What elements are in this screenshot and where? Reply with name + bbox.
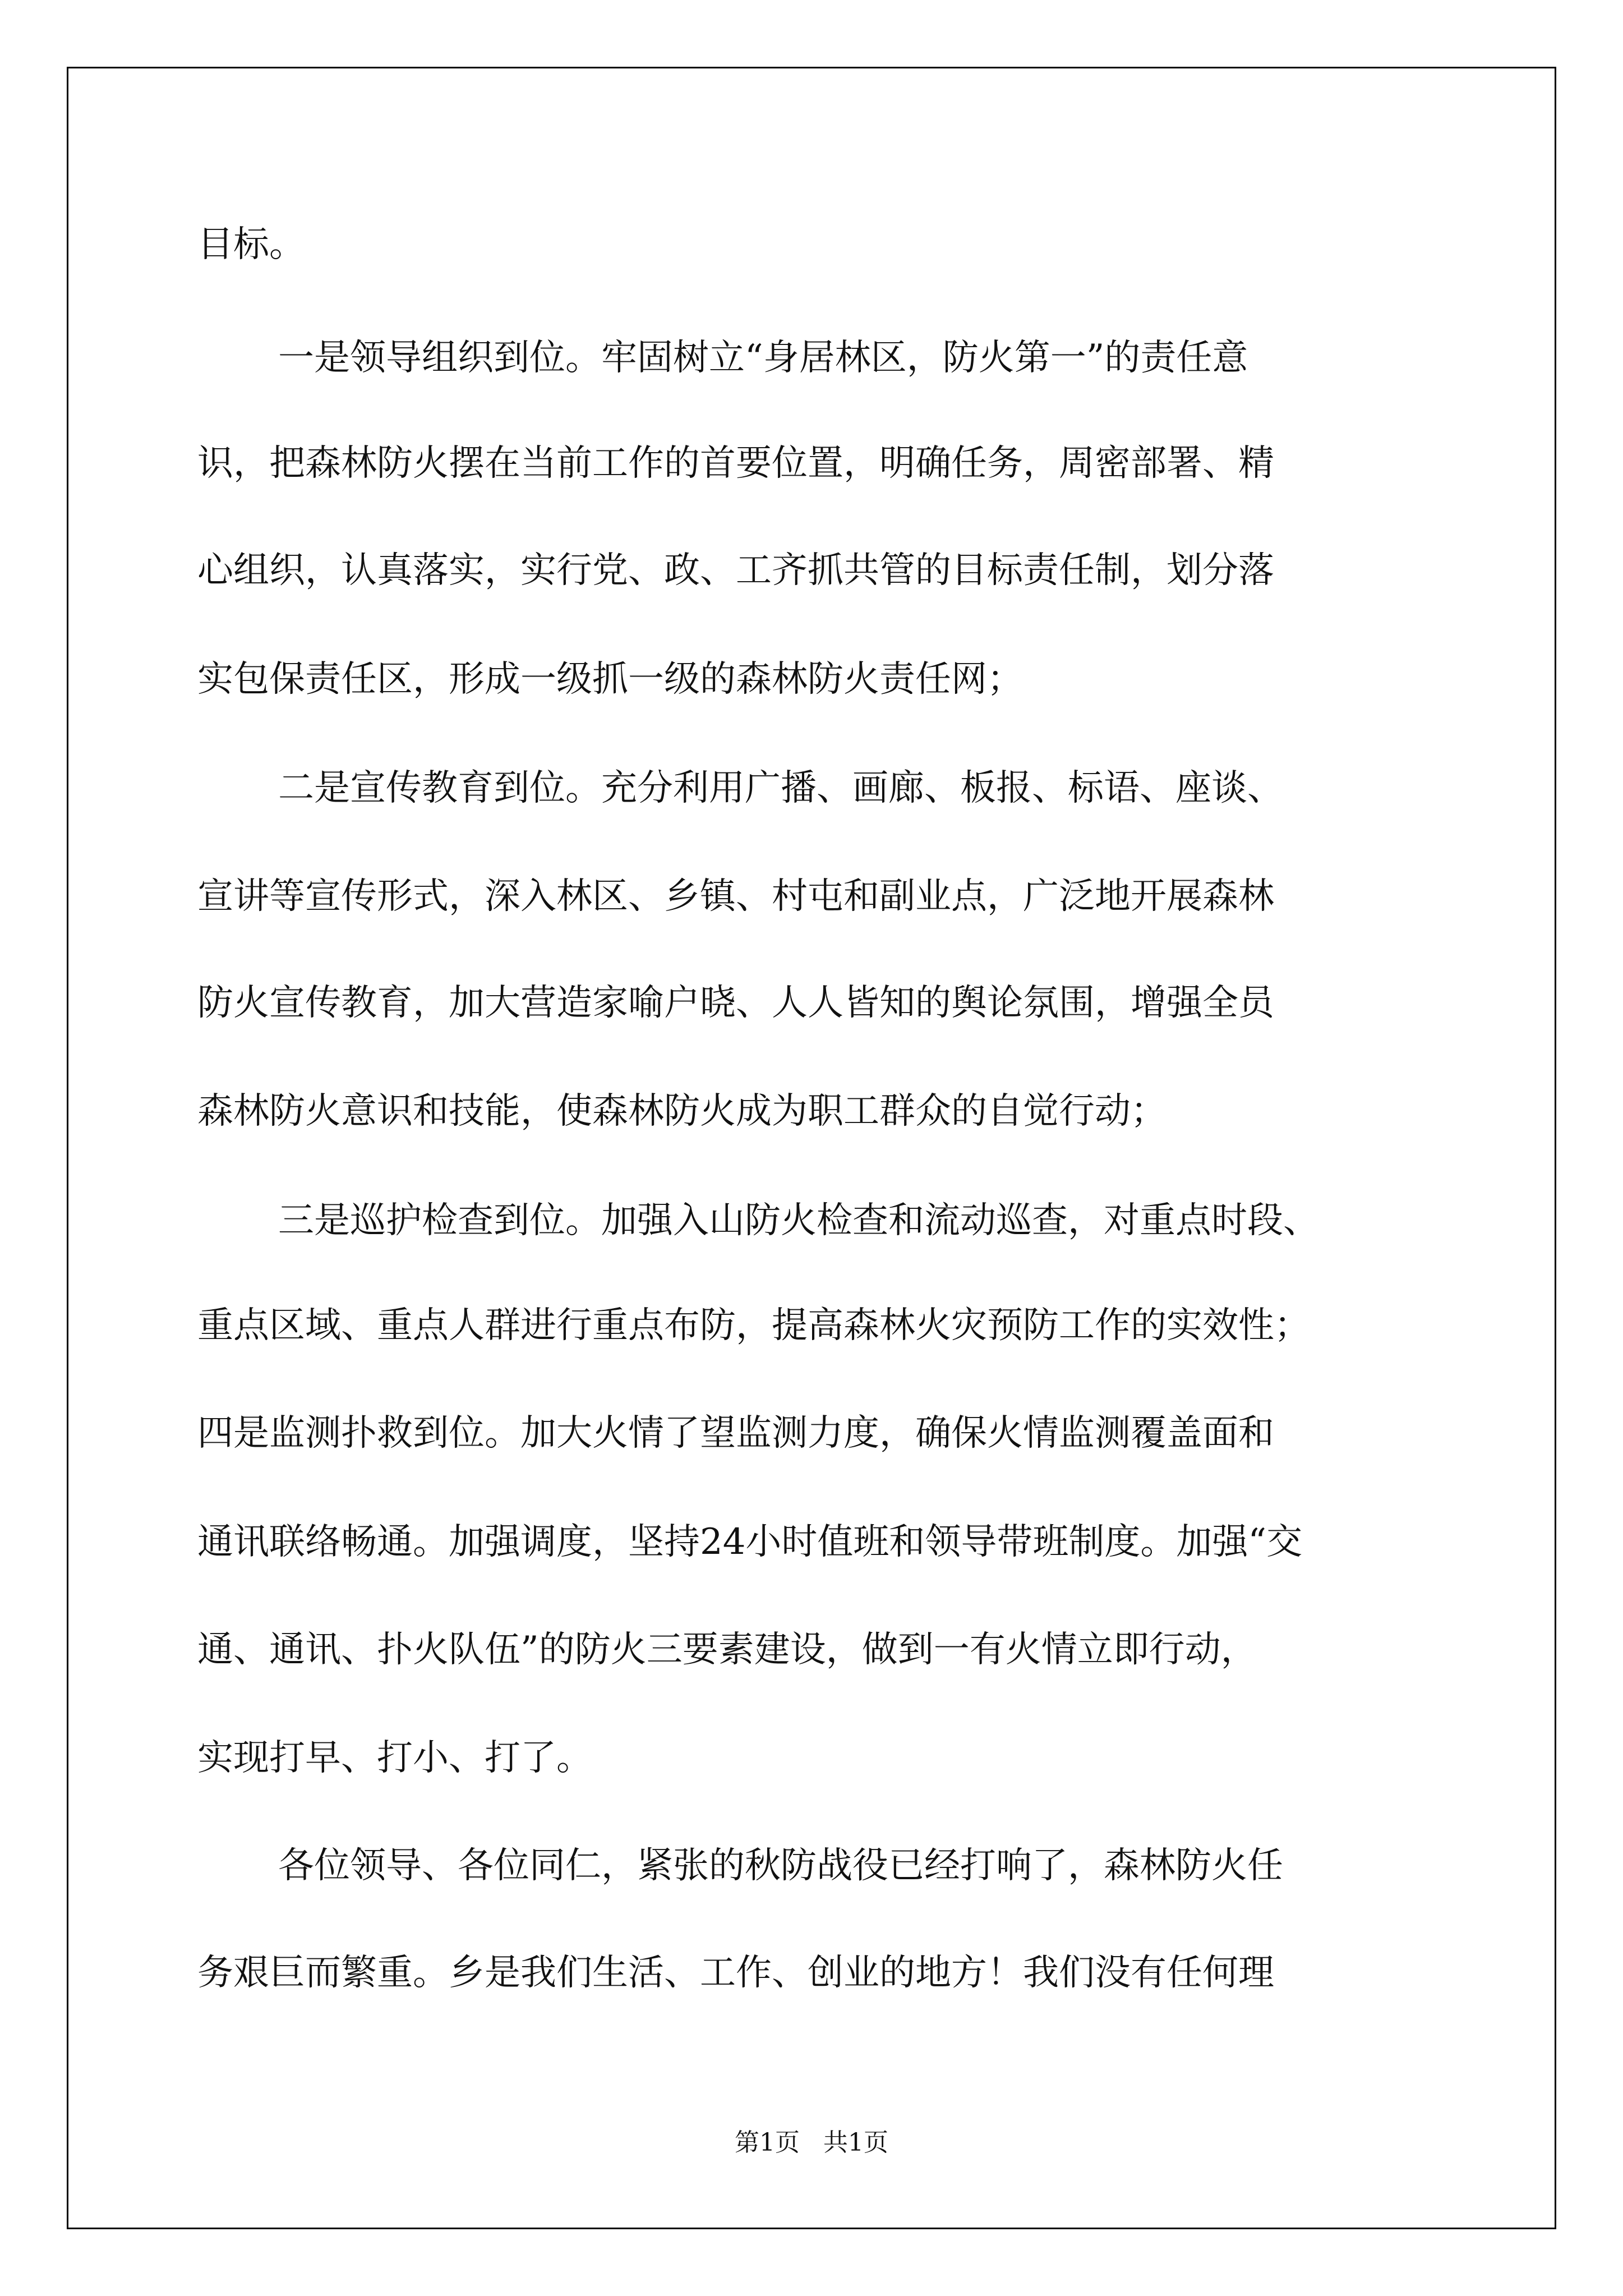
- paragraph-line: 三是巡护检查到位。加强入山防火检查和流动巡查，对重点时段、: [278, 1200, 1319, 1241]
- text-line: 实包保责任区，形成一级抓一级的森林防火责任网；: [197, 659, 1023, 700]
- text-line: 心组织，认真落实，实行党、政、工齐抓共管的目标责任制，划分落: [197, 550, 1274, 591]
- paragraph-line: 一是领导组织到位。牢固树立“身居林区，防火第一”的责任意: [278, 337, 1248, 379]
- text-line: 四是监测扑救到位。加大火情了望监测力度，确保火情监测覆盖面和: [197, 1412, 1274, 1454]
- page-frame: [67, 67, 1556, 2229]
- text-line: 宣讲等宣传形式，深入林区、乡镇、村屯和副业点，广泛地开展森林: [197, 876, 1274, 917]
- text-line: 实现打早、打小、打了。: [197, 1737, 592, 1779]
- text-line: 通讯联络畅通。加强调度，坚持24小时值班和领导带班制度。加强“交: [197, 1521, 1303, 1563]
- text-line: 森林防火意识和技能，使森林防火成为职工群众的自觉行动；: [197, 1091, 1166, 1132]
- text-line: 通、通讯、扑火队伍”的防火三要素建设，做到一有火情立即行动，: [197, 1629, 1257, 1671]
- text-line: 重点区域、重点人群进行重点布防，提高森林火灾预防工作的实效性；: [197, 1305, 1310, 1346]
- text-line: 识，把森林防火摆在当前工作的首要位置，明确任务，周密部署、精: [197, 443, 1274, 484]
- page-footer: 第1页 共1页: [735, 2128, 888, 2157]
- text-line: 防火宣传教育，加大营造家喻户晓、人人皆知的舆论氛围，增强全员: [197, 982, 1274, 1024]
- text-line: 目标。: [197, 224, 305, 265]
- text-line: 务艰巨而繁重。乡是我们生活、工作、创业的地方！我们没有任何理: [197, 1952, 1274, 1994]
- paragraph-line: 各位领导、各位同仁，紧张的秋防战役已经打响了，森林防火任: [278, 1845, 1283, 1887]
- paragraph-line: 二是宣传教育到位。充分利用广播、画廊、板报、标语、座谈、: [278, 767, 1283, 809]
